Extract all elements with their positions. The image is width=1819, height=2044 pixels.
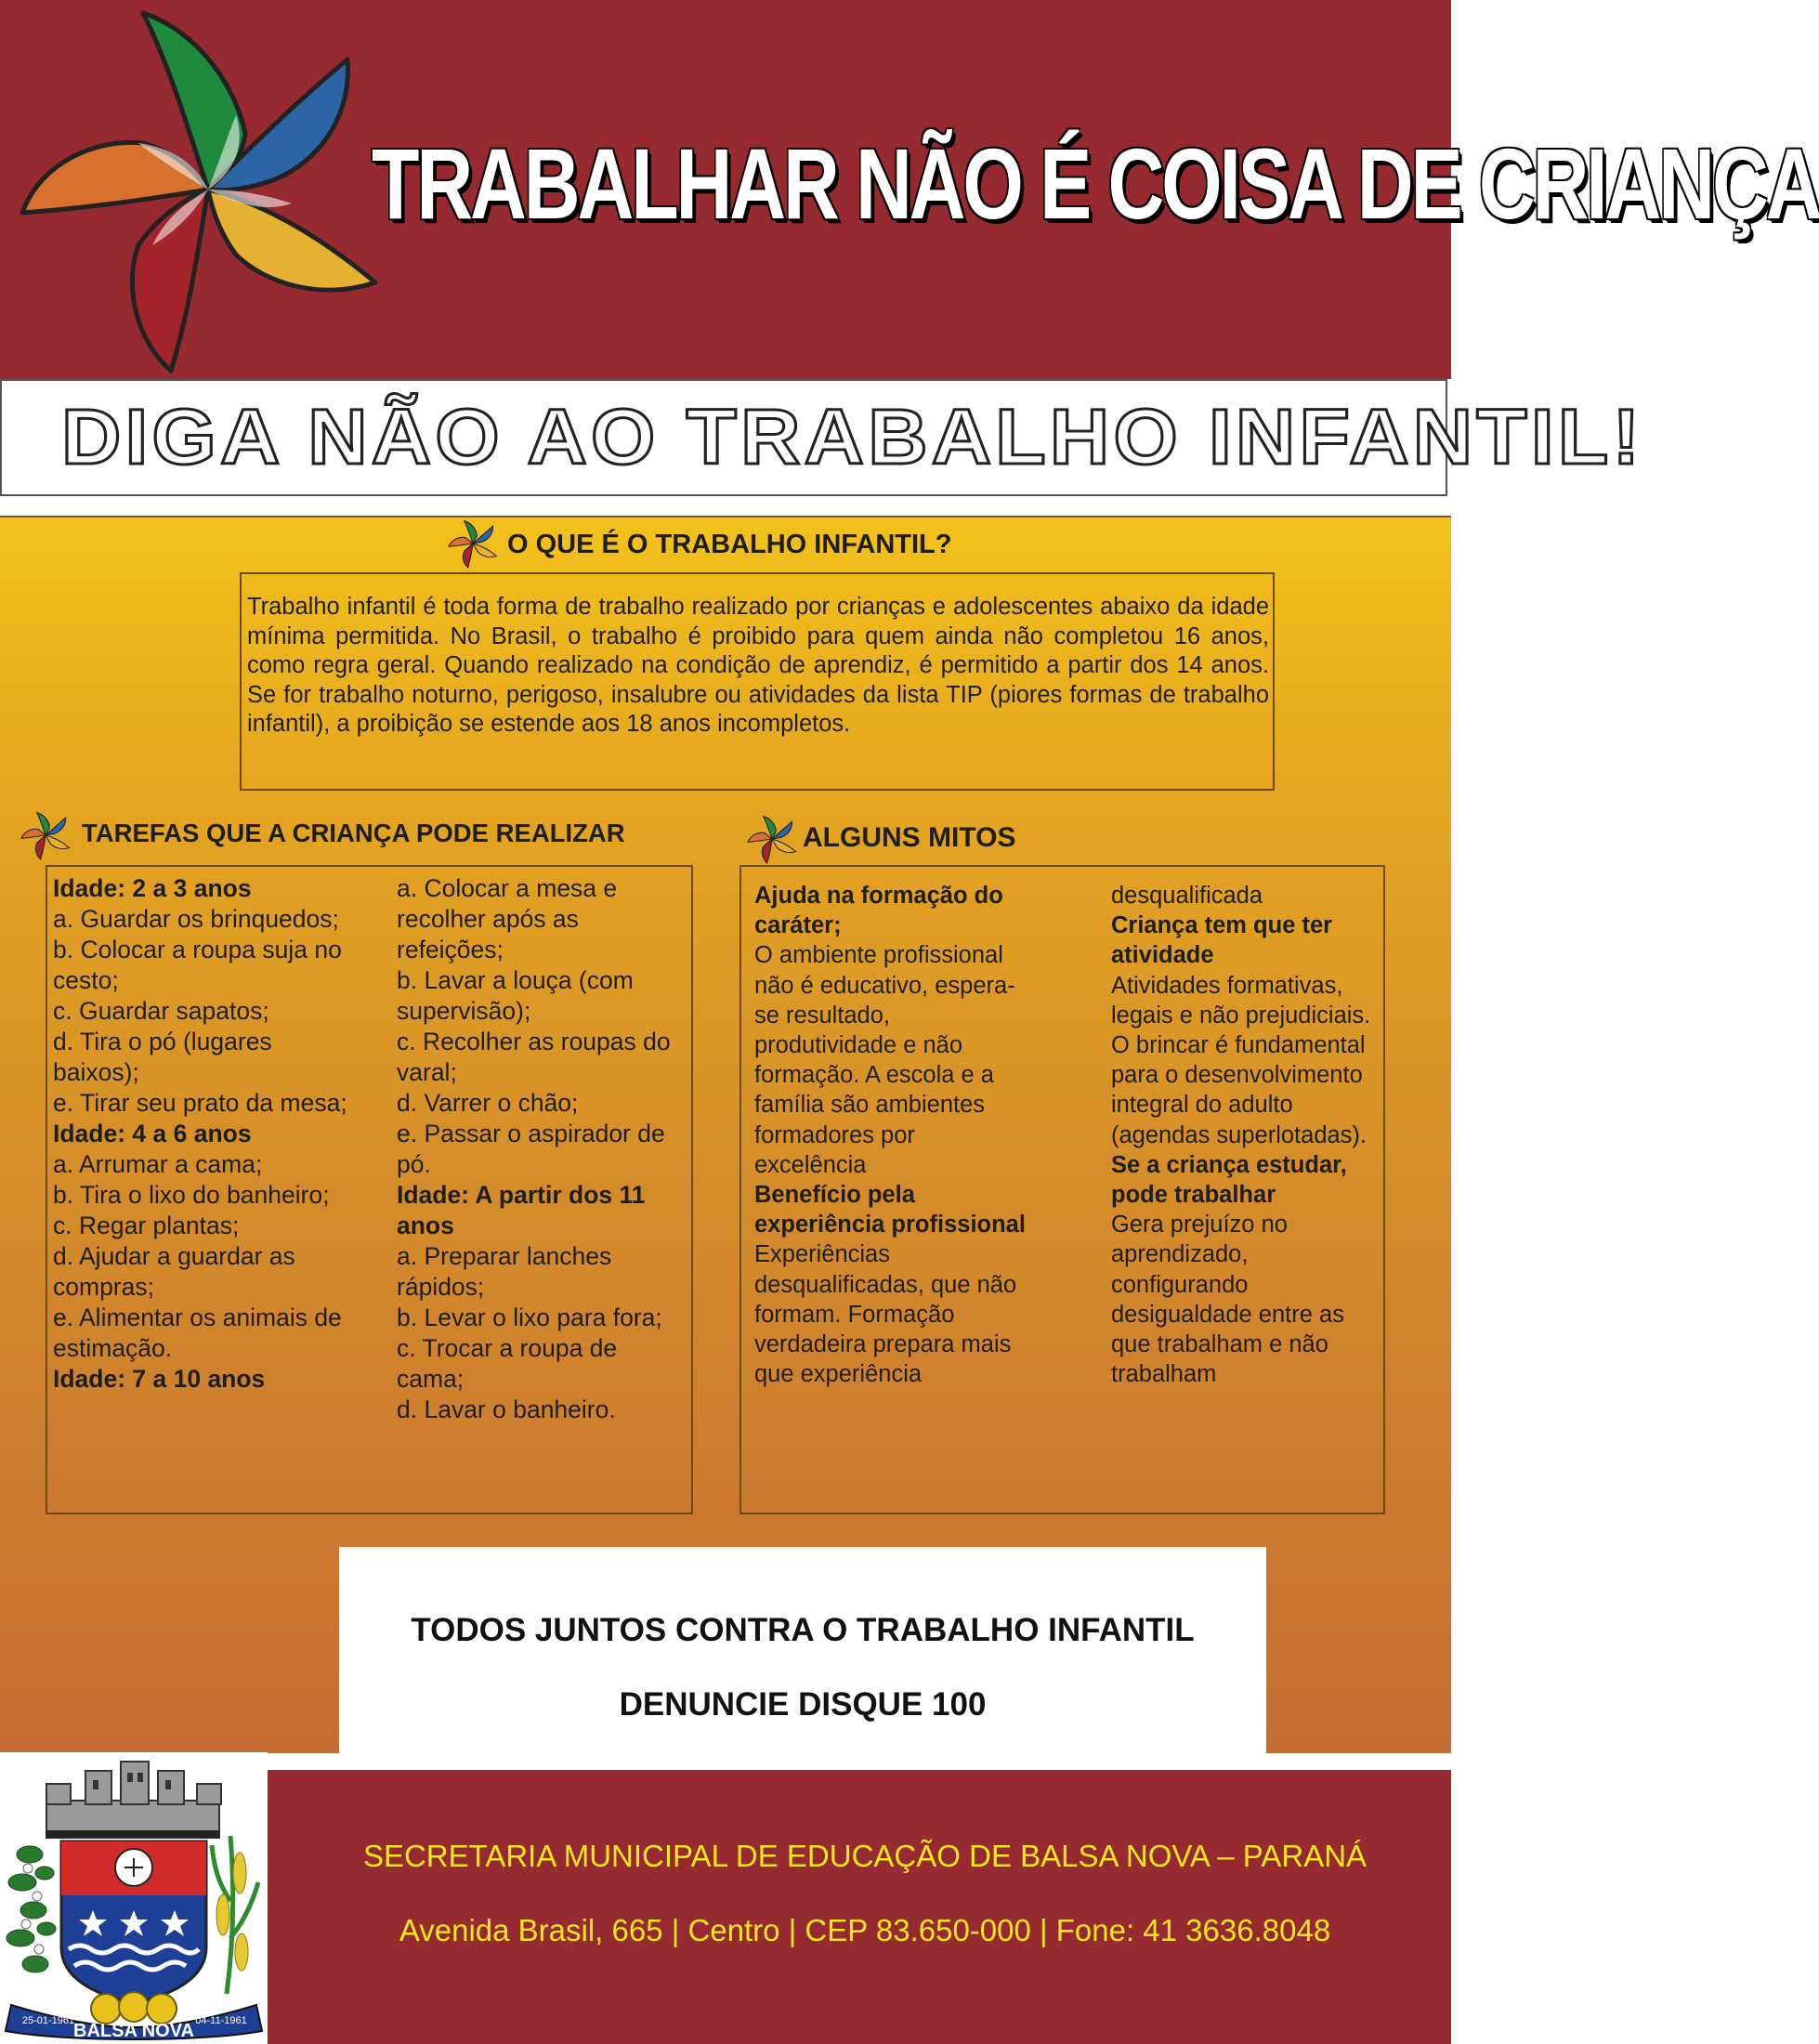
myths-column-1: [754, 881, 1033, 1389]
callout-box: [339, 1547, 1266, 1772]
slogan-text: DIGA NÃO AO TRABALHO INFANTIL!: [61, 393, 1644, 480]
definition-text: Trabalho infantil é toda forma de trabalho realizado por crianças e adolescentes abaixo da idade mínima permitida. No Brasil, o trabalho é proibido para quem ainda não completou 16 anos, como regra geral. Quando realizado na condição de aprendiz, é permitido a partir dos 14 anos. Se for trabalho noturno, perigoso, insalubre ou atividades da lista TIP (piores formas de trabalho infantil), a proibição se estende aos 18 anos incompletos.: [247, 594, 1269, 737]
myth-item: desqualificada: [1111, 883, 1263, 909]
crest-date-right: 04-11-1961: [195, 2015, 247, 2026]
task-item: d. Tira o pó (lugares baixos);: [53, 1028, 272, 1086]
pinwheel-icon: [448, 518, 498, 569]
pinwheel-icon: [13, 4, 385, 375]
myth-item-heading: Benefício pela experiência profissional: [754, 1182, 1026, 1238]
task-item: e. Passar o aspirador de pó.: [397, 1120, 665, 1178]
task-item: c. Regar plantas;: [53, 1212, 240, 1239]
task-item: a. Colocar a mesa e recolher após as refeições;: [397, 874, 618, 963]
tasks-heading: TAREFAS QUE A CRIANÇA PODE REALIZAR: [82, 819, 625, 847]
task-item-heading: Idade: 4 a 6 anos: [53, 1120, 252, 1147]
task-item-heading: Idade: 2 a 3 anos: [53, 874, 252, 902]
callout-slogan: TODOS JUNTOS CONTRA O TRABALHO INFANTIL: [411, 1612, 1195, 1648]
task-item: d. Lavar o banheiro.: [397, 1395, 616, 1423]
task-item: b. Tira o lixo do banheiro;: [53, 1181, 330, 1209]
myth-item-heading: Ajuda na formação do caráter;: [754, 883, 1003, 939]
tasks-column-2: [397, 873, 685, 1425]
footer-address: Avenida Brasil, 665 | Centro | CEP 83.650-000 | Fone: 41 3636.8048: [399, 1913, 1331, 1947]
crest-name: BALSA NOVA: [73, 2021, 194, 2041]
municipal-crest-icon: [2, 1752, 266, 2042]
footer-institution: SECRETARIA MUNICIPAL DE EDUCAÇÃO DE BALSA NOVA – PARANÁ: [362, 1839, 1368, 1873]
task-item: e. Alimentar os animais de estimação.: [53, 1304, 342, 1362]
task-item: c. Trocar a roupa de cama;: [397, 1334, 618, 1393]
myth-item: Atividades formativas, legais e não prejudiciais. O brincar é fundamental para o desenvolvimento integral do adulto (agendas superlotadas).: [1111, 972, 1371, 1148]
task-item-heading: Idade: 7 a 10 anos: [53, 1365, 266, 1393]
myth-item: Gera prejuízo no aprendizado, configurando desigualdade entre as que trabalham e não trabalham: [1111, 1212, 1344, 1388]
myths-column-2: [1111, 881, 1381, 1389]
task-item: b. Levar o lixo para fora;: [397, 1304, 662, 1331]
myth-item: Experiências desqualificadas, que não formam. Formação verdadeira prepara mais que experiência: [754, 1241, 1017, 1388]
what-is-heading: O QUE É O TRABALHO INFANTIL?: [507, 530, 952, 559]
myth-item-heading: Criança tem que ter atividade: [1111, 912, 1333, 969]
task-item: c. Guardar sapatos;: [53, 997, 269, 1025]
task-item: a. Preparar lanches rápidos;: [397, 1242, 612, 1301]
task-item: b. Lavar a louça (com supervisão);: [397, 966, 634, 1025]
task-item: d. Ajudar a guardar as compras;: [53, 1242, 295, 1301]
pinwheel-icon: [747, 814, 797, 864]
task-item: d. Varrer o chão;: [397, 1089, 579, 1117]
task-item: a. Guardar os brinquedos;: [53, 905, 339, 933]
task-item: b. Colocar a roupa suja no cesto;: [53, 936, 342, 994]
task-item: c. Recolher as roupas do varal;: [397, 1028, 671, 1086]
myth-item-heading: Se a criança estudar, pode trabalhar: [1111, 1151, 1347, 1209]
main-title: TRABALHAR NÃO É COISA DE CRIANÇA: [372, 127, 1819, 240]
hotline-text: DENUNCIE DISQUE 100: [619, 1686, 987, 1723]
tasks-column-1: [53, 873, 350, 1395]
task-item-heading: Idade: A partir dos 11 anos: [397, 1181, 646, 1239]
myths-heading: ALGUNS MITOS: [803, 822, 1016, 853]
myth-item: O ambiente profissional não é educativo, espera-se resultado, produtividade e não formação. A escola e a família são ambientes formadores por excelência: [754, 942, 1015, 1178]
task-item: e. Tirar seu prato da mesa;: [53, 1089, 347, 1117]
pinwheel-icon: [20, 810, 71, 860]
crest-date-left: 25-01-1961: [21, 2015, 75, 2026]
task-item: a. Arrumar a cama;: [53, 1150, 263, 1178]
